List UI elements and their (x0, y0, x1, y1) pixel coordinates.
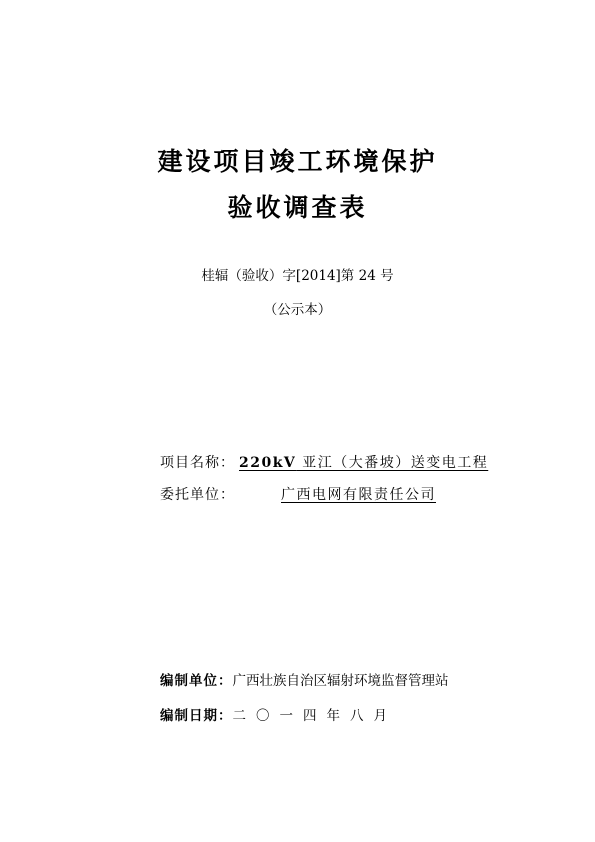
title-line-1: 建设项目竣工环境保护 (157, 147, 438, 176)
title-line-2: 验收调查表 (227, 193, 368, 222)
project-voltage: 220kV (239, 455, 297, 471)
project-name-value (235, 452, 494, 472)
date-value: 二〇一四年八月 (232, 708, 397, 724)
document-number: 桂辐（验收）字[2014]第 24 号 (201, 268, 394, 284)
public-note: （公示本） (263, 302, 332, 318)
client-row (160, 484, 482, 504)
client-value: 广西电网有限责任公司 (281, 487, 436, 503)
date-row (160, 704, 397, 724)
date-label: 编制日期： (160, 708, 233, 724)
compiler-value: 广西壮族自治区辐射环境监督管理站 (232, 673, 449, 689)
project-name-text: 亚江（大番坡）送变电工程 (296, 455, 489, 471)
compiler-row (160, 669, 449, 689)
project-name-row (160, 452, 494, 472)
project-name-label: 项目名称： (160, 455, 235, 471)
compiler-label: 编制单位： (160, 673, 233, 689)
client-label: 委托单位： (160, 487, 235, 503)
